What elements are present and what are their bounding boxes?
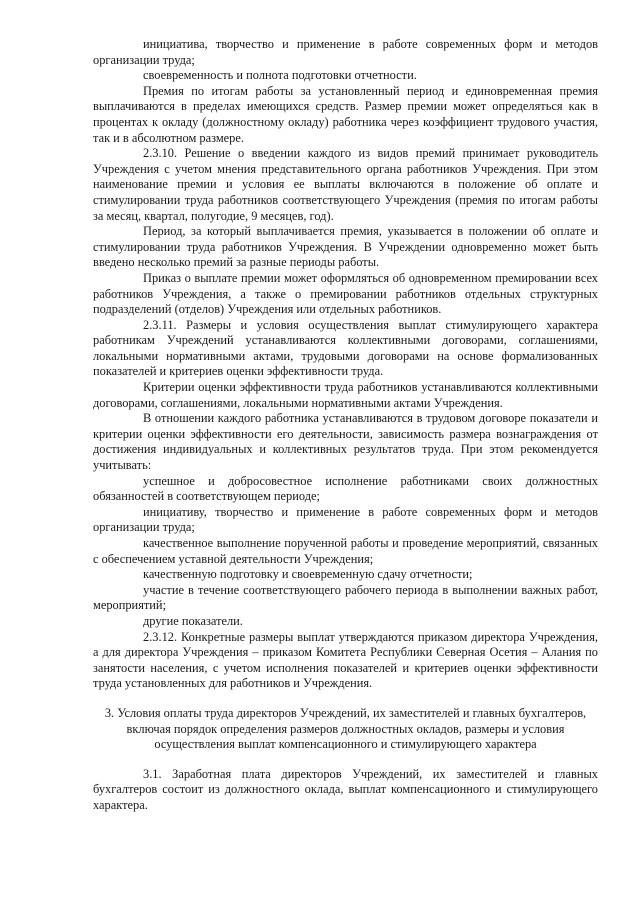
paragraph-employee-indicators: В отношении каждого работника устанавливаются в трудовом договоре показатели и критерии оценки эффективности его деятельности, зависимость размера вознаграждения от достижения индивидуальных и коллективных результатов труда. При этом рекомендуется учитывать: [93,411,598,473]
paragraph-criteria: Критерии оценки эффективности труда работников устанавливаются коллективными договорами, соглашениями, локальными нормативными актами Учреждения. [93,380,598,410]
list-item-quality-work: качественное выполнение порученной работы и проведение мероприятий, связанных с обеспечением уставной деятельности Учреждения; [93,536,598,566]
spacer [93,753,598,767]
list-item-other: другие показатели. [143,613,243,628]
paragraph-reporting: своевременность и полнота подготовки отчетности. [143,68,417,83]
paragraph-bonus-funds: Премия по итогам работы за установленный период и единовременная премия выплачиваются в пределах имеющихся средств. Размер премии может определяться как в процентах к окладу (должностному окладу) работника через коэффициент трудового участия, так и в абсолютном размере. [93,83,598,145]
paragraph-2-3-11: 2.3.11. Размеры и условия осуществления выплат стимулирующего характера работникам Учреждений устанавливаются коллективными договорами, соглашениями, локальными нормативными актами, трудовыми договорами на основе формализованных показателей и критериев оценки эффективности труда. [93,317,598,379]
list-item-reporting: качественную подготовку и своевременную сдачу отчетности; [143,567,473,582]
document-body [93,37,598,814]
section-3-heading: 3. Условия оплаты труда директоров Учреждений, их заместителей и главных бухгалтеров, включая порядок определения размеров должностных окладов, размеры и условия осуществления выплат компенсационного и стимулирующего характера [104,705,587,752]
spacer [93,692,598,706]
paragraph-3-1: 3.1. Заработная плата директоров Учреждений, их заместителей и главных бухгалтеров состоит из должностного оклада, выплат компенсационного и стимулирующего характера. [93,766,598,812]
paragraph-bonus-period: Период, за который выплачивается премия, указывается в положении об оплате и стимулировании труда работников Учреждения. В Учреждении одновременно может быть введено несколько премий за разные периоды работы. [93,224,598,270]
paragraph-2-3-10: 2.3.10. Решение о введении каждого из видов премий принимает руководитель Учреждения с учетом мнения представительного органа работников Учреждения. При этом наименование премии и условия ее выплаты включаются в положение об оплате и стимулировании труда работников соответствующего Учреждения (премия по итогам работы за месяц, квартал, полугодие, 9 месяцев, год). [93,146,598,223]
list-item-duties: успешное и добросовестное исполнение работниками своих должностных обязанностей в соответствующем периоде; [93,473,598,504]
list-item-initiative: инициативу, творчество и применение в работе современных форм и методов организации труда; [93,504,598,535]
list-item-important-works: участие в течение соответствующего рабочего периода в выполнении важных работ, мероприятий; [93,582,598,613]
paragraph-bonus-order: Приказ о выплате премии может оформляться об одновременном премировании всех работников Учреждения, а также о премировании работников отдельных структурных подразделений (отделов) Учреждения или отдельных работников. [93,270,598,317]
paragraph-2-3-12: 2.3.12. Конкретные размеры выплат утверждаются приказом директора Учреждения, а для директора Учреждения – приказом Комитета Республики Северная Осетия – Алания по занятости населения, с учетом исполнения показателей и критериев оценки эффективности труда установленных для работников и Учреждения. [93,629,598,691]
paragraph-initiative-continued: инициатива, творчество и применение в работе современных форм и методов организации труда; [93,37,598,67]
